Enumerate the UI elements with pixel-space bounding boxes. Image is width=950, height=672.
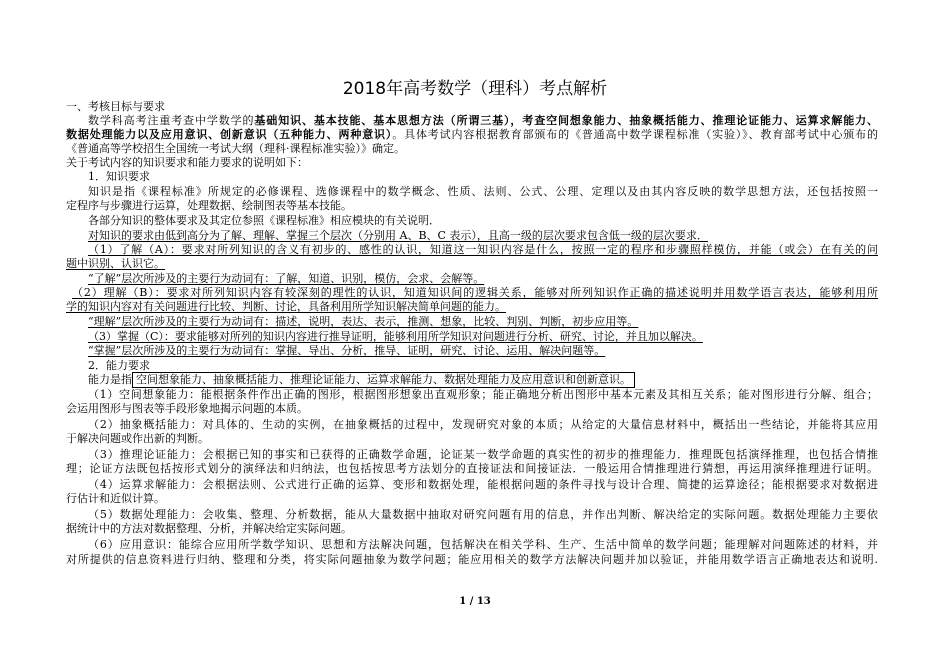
intro-bold-text: 数据处理能力以及应用意识、创新意识（五种能力、两种意识） xyxy=(66,128,393,141)
ability-4-line-1 xyxy=(66,478,878,491)
paragraph-text: （2）抽象概括能力：对具体的、生动的实例，在抽象概括的过程中，发现研究对象的本质；从给定的大量信息材料中，概括出一些结论，并能将其应用 xyxy=(88,418,878,431)
level-a-line-2: 题中识别、认识它。 xyxy=(66,257,165,270)
paragraph-text: （1）空间想象能力：能根据条件作出正确的图形，根据图形想象出直观形象；能正确地分析出图形中基本元素及其相互关系；能对图形进行分解、组合； xyxy=(88,388,878,401)
paragraph-text: （4）运算求解能力：会根据法则、公式进行正确的运算、变形和数据处理，能根据问题的条件寻找与设计合理、简捷的运算途径；能根据要求对数据进 xyxy=(88,478,878,491)
ability-intro-text: 能力是指 xyxy=(88,373,132,386)
paragraph-text: （6）应用意识：能综合应用所学数学知识、思想和方法解决问题，包括解决在相关学科、生产、生活中简单的数学问题；能理解对问题陈述的材料，并 xyxy=(88,538,878,551)
ability-intro xyxy=(66,373,635,386)
level-b-line-2: 学的知识内容对有关问题进行比较、判断、讨论，具备利用所学知识解决简单问题的能力。 xyxy=(66,300,506,313)
intro-line-1 xyxy=(66,114,878,127)
ability-5-line-1 xyxy=(66,508,878,521)
intro-text: 。具体考试内容根据教育部颁布的《普通高中数学课程标准（实验）》、教育部考试中心颁布的 xyxy=(392,128,879,141)
level-a-line-1 xyxy=(66,243,878,256)
intro-line-3: 《普通高等学校招生全国统一考试大纲（理科·课程标准实验）》确定。 xyxy=(66,142,405,155)
page-number: 1 / 13 xyxy=(459,596,491,607)
ability-4-line-2: 行估计和近似计算。 xyxy=(66,492,165,505)
paragraph-text: （5）数据处理能力：会收集、整理、分析数据，能从大量数据中抽取对研究问题有用的信息，并作出判断、解决给定的实际问题。数据处理能力主要依 xyxy=(88,508,878,521)
knowledge-levels: 对知识的要求由低到高分为了解、理解、掌握三个层次（分别用 A、B、C 表示），且高一级的层次要求包含低一级的层次要求． xyxy=(88,229,708,242)
section-heading: 一、考核目标与要求 xyxy=(66,100,165,113)
intro-line-2 xyxy=(66,128,878,141)
knowledge-para-1-cont: 定程序与步骤进行运算，处理数据、绘制图表等基本技能。 xyxy=(66,199,352,212)
ability-boxed-text: 空间想象能力、抽象概括能力、推理论证能力、运算求解能力、数据处理能力及应用意识和创新意识。 xyxy=(132,372,635,388)
paragraph-text: （3）推理论证能力：会根据已知的事实和已获得的正确数学命题，论证某一数学命题的真实性的初步的推理能力．推理既包括演绎推理，也包括合情推 xyxy=(88,448,878,461)
ability-3-line-1 xyxy=(66,448,878,461)
level-a-verbs: “了解”层次所涉及的主要行为动词有：了解，知道、识别，模仿，会求、会解等。 xyxy=(88,272,485,285)
knowledge-heading: 1．知识要求 xyxy=(88,170,150,183)
ability-6-line-1 xyxy=(66,538,878,551)
ability-heading: 2．能力要求 xyxy=(88,359,150,372)
ability-6-line-2: 对所提供的信息资料进行归纳、整理和分类，将实际问题抽象为数学问题；能应用相关的数学方法解决问题并加以验证，并能用数学语言正确地表达和说明. xyxy=(66,553,878,566)
intro-line-4: 关于考试内容的知识要求和能力要求的说明如下： xyxy=(66,156,308,169)
knowledge-para-2: 各部分知识的整体要求及其定位参照《课程标准》相应模块的有关说明． xyxy=(88,214,440,227)
ability-2-line-2: 于解决问题或作出新的判断。 xyxy=(66,432,209,445)
level-c-line-1: （3）掌握（C）：要求能够对所列的知识内容进行推导证明，能够利用所学知识对问题进行分析、研究、讨论，并且加以解决。 xyxy=(88,330,703,343)
document-title: 2018年高考数学（理科）考点解析 xyxy=(342,79,608,99)
intro-bold-text: 基础知识、基本技能、基本思想方法（所谓三基），考查空间想象能力、抽象概括能力、推理论证能力、运算求解能力、 xyxy=(254,114,879,127)
ability-3-line-2: 理；论证方法既包括按形式划分的演绎法和归纳法，也包括按思考方法划分的直接证法和间接证法．一般运用合情推理进行猜想，再运用演绎推理进行证明。 xyxy=(66,462,878,475)
ability-1-line-2: 会运用图形与图表等手段形象地揭示问题的本质。 xyxy=(66,402,308,415)
level-b-verbs: “理解”层次所涉及的主要行为动词有：描述，说明，表达、表示，推测、想象，比较、判别、判断，初步应用等。 xyxy=(88,315,639,328)
level-b-line-1: （2）理解（B）：要求对所列知识内容有较深刻的理性的认识，知道知识间的逻辑关系，能够对所列知识作正确的描述说明并用数学语言表达，能够利用所 xyxy=(72,286,878,299)
ability-1-line-1 xyxy=(66,388,878,401)
ability-2-line-1 xyxy=(66,418,878,431)
ability-5-line-2: 据统计中的方法对数据整理、分析，并解决给定实际问题。 xyxy=(66,522,352,535)
knowledge-para-1 xyxy=(66,185,878,198)
paragraph-text: 知识是指《课程标准》所规定的必修课程、选修课程中的数学概念、性质、法则、公式、公理、定理以及由其内容反映的数学思想方法，还包括按照一 xyxy=(88,185,878,198)
paragraph-text: （1）了解（A）：要求对所列知识的含义有初步的、感性的认识，知道这一知识内容是什么，按照一定的程序和步骤照样模仿，并能（或会）在有关的问 xyxy=(88,243,878,256)
level-c-verbs: “掌握”层次所涉及的主要行为动词有：掌握、导出、分析，推导、证明，研究、讨论、运用、解决问题等。 xyxy=(88,344,606,357)
intro-text: 数学科高考注重考查中学数学的 xyxy=(88,114,255,127)
